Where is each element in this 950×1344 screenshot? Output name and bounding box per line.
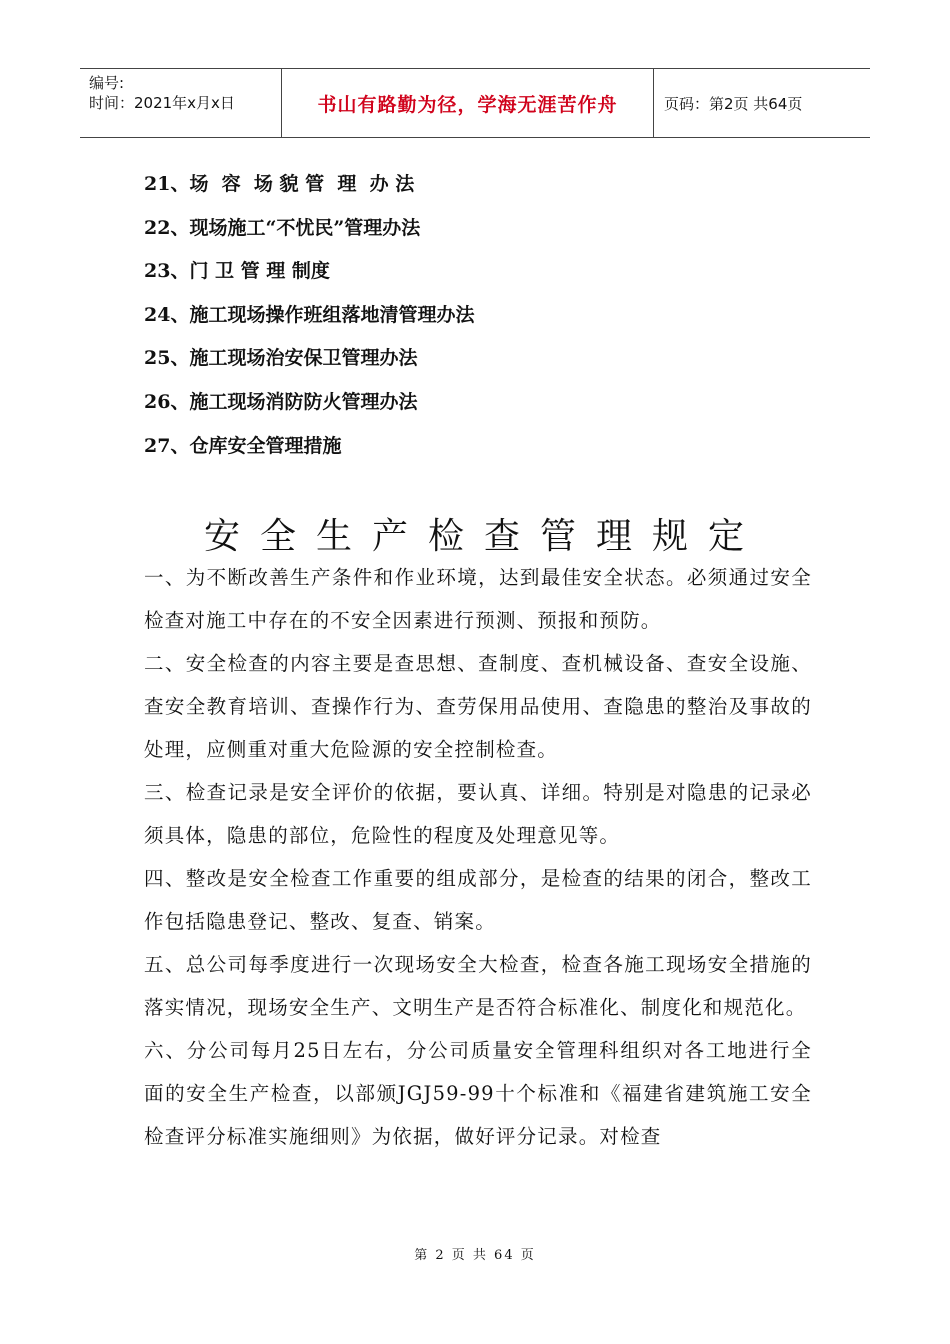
contents-item: 25、施工现场治安保卫管理办法 xyxy=(144,347,418,370)
paragraph: 一、为不断改善生产条件和作业环境，达到最佳安全状态。必须通过安全检查对施工中存在的不安全因素进行预测、预报和预防。 xyxy=(144,566,812,632)
contents-list xyxy=(144,163,474,468)
page-footer: 第 2 页 共 64 页 xyxy=(414,1248,536,1263)
section-title: 安全生产检查管理规定 xyxy=(203,516,764,557)
header-page-info: 页码：第2页 共64页 xyxy=(664,94,803,113)
paragraph: 六、分公司每月25日左右，分公司质量安全管理科组织对各工地进行全面的安全生产检查，以部颁JGJ59-99十个标准和《福建省建筑施工安全检查评分标准实施细则》为依据，做好评分记录。对检查 xyxy=(144,1039,812,1148)
document-time-label: 时间：2021年x月x日 xyxy=(89,94,235,112)
paragraph: 四、整改是安全检查工作重要的组成部分，是检查的结果的闭合，整改工作包括隐患登记、整改、复查、销案。 xyxy=(144,867,812,933)
header-motto: 书山有路勤为径，学海无涯苦作舟 xyxy=(282,69,654,137)
document-body xyxy=(144,556,812,1158)
document-number-label: 编号: xyxy=(89,74,125,92)
contents-item: 27、仓库安全管理措施 xyxy=(144,434,342,457)
contents-item: 26、施工现场消防防火管理办法 xyxy=(144,390,418,413)
contents-item: 21、场 容 场 貌 管 理 办 法 xyxy=(144,173,415,195)
contents-item: 23、门 卫 管 理 制度 xyxy=(144,260,330,283)
paragraph: 五、总公司每季度进行一次现场安全大检查，检查各施工现场安全措施的落实情况，现场安全生产、文明生产是否符合标准化、制度化和规范化。 xyxy=(144,953,812,1019)
page-header xyxy=(80,68,870,138)
header-meta xyxy=(80,69,282,137)
paragraph: 二、安全检查的内容主要是查思想、查制度、查机械设备、查安全设施、查安全教育培训、查操作行为、查劳保用品使用、查隐患的整治及事故的处理，应侧重对重大危险源的安全控制检查。 xyxy=(144,652,812,761)
contents-item: 22、现场施工“不忧民”管理办法 xyxy=(144,216,421,239)
paragraph: 三、检查记录是安全评价的依据，要认真、详细。特别是对隐患的记录必须具体，隐患的部位，危险性的程度及处理意见等。 xyxy=(144,781,812,847)
contents-item: 24、施工现场操作班组落地清管理办法 xyxy=(144,303,475,326)
